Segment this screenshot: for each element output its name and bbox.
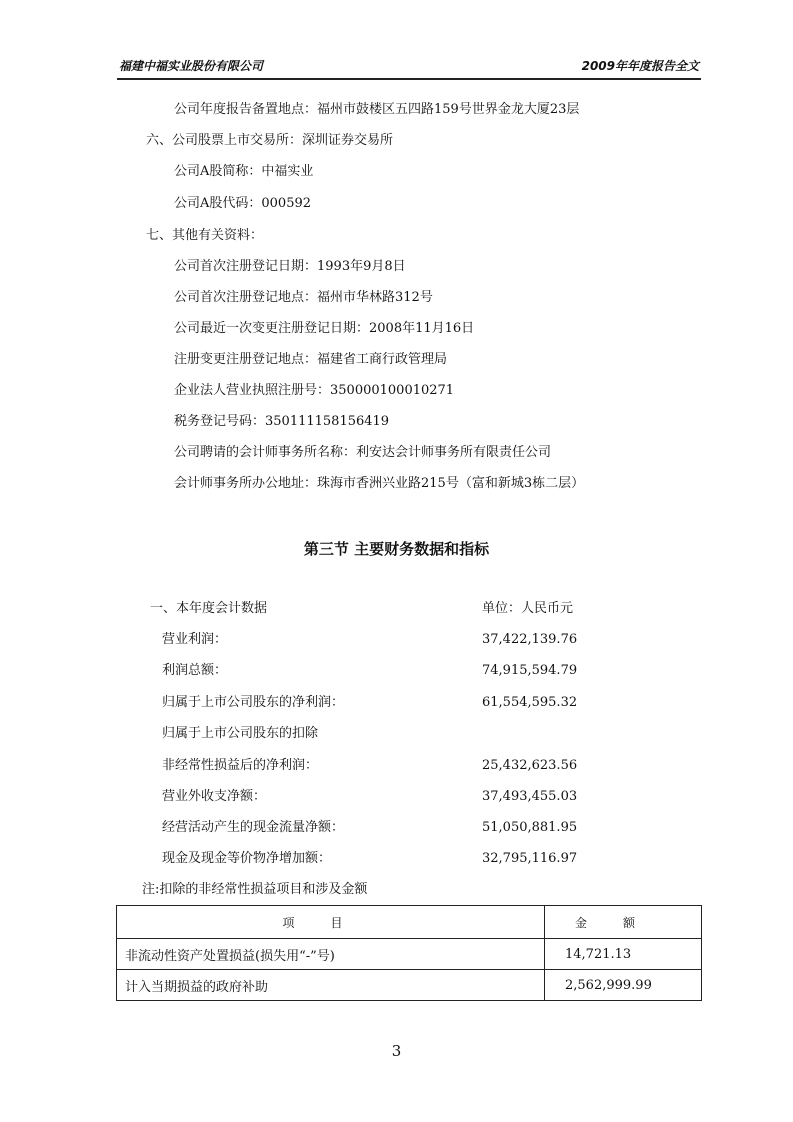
info-line: 税务登记号码：350111158156419 (174, 414, 390, 429)
financial-row-value: 74,915,594.79 (482, 663, 578, 678)
page-number: 3 (391, 1042, 402, 1060)
financial-row-label: 非经常性损益后的净利润： (162, 758, 319, 773)
table-header-amount: 金额 (545, 906, 702, 939)
financial-row-label: 归属于上市公司股东的扣除 (162, 726, 319, 741)
non-recurring-items-table (116, 905, 702, 1001)
header-company: 福建中福实业股份有限公司 (119, 59, 264, 73)
info-line: 公司A股代码：000592 (174, 196, 312, 211)
page-header (117, 54, 701, 80)
table-note: 注:扣除的非经常性损益项目和涉及金额 (142, 882, 368, 897)
table-row (117, 939, 702, 970)
info-line: 公司聘请的会计师事务所名称：利安达会计师事务所有限责任公司 (174, 445, 552, 460)
financial-row-value: 37,422,139.76 (482, 632, 578, 647)
info-line: 公司最近一次变更注册登记日期：2008年11月16日 (174, 321, 475, 336)
financial-row-value: 25,432,623.56 (482, 758, 578, 773)
financial-row-label: 营业外收支净额： (162, 789, 267, 804)
header-report-title: 2009年年度报告全文 (581, 59, 699, 73)
table-cell-item: 计入当期损益的政府补助 (117, 970, 545, 1001)
table-cell-amount: 2,562,999.99 (545, 970, 702, 1001)
info-line: 公司首次注册登记日期：1993年9月8日 (174, 259, 406, 274)
financial-row-label: 经营活动产生的现金流量净额： (162, 820, 345, 835)
info-line: 公司首次注册登记地点：福州市华林路312号 (174, 290, 433, 305)
section-title: 第三节 主要财务数据和指标 (303, 540, 490, 558)
financial-row-label: 利润总额： (162, 663, 228, 678)
info-line: 七、其他有关资料： (146, 228, 264, 243)
info-line: 企业法人营业执照注册号：350000100010271 (174, 383, 455, 398)
financial-row-label: 归属于上市公司股东的净利润： (162, 695, 345, 710)
financial-row-label: 现金及现金等价物净增加额： (162, 851, 332, 866)
financial-unit: 单位：人民币元 (482, 601, 574, 616)
financial-row-value: 37,493,455.03 (482, 789, 578, 804)
info-line: 六、公司股票上市交易所：深圳证券交易所 (146, 133, 394, 148)
financial-heading: 一、本年度会计数据 (150, 601, 268, 616)
financial-row-value: 61,554,595.32 (482, 695, 578, 710)
table-row (117, 970, 702, 1001)
info-line: 公司A股简称：中福实业 (174, 164, 314, 179)
table-header-item: 项目 (117, 906, 545, 939)
financial-row-value: 32,795,116.97 (482, 851, 578, 866)
info-line: 注册变更注册登记地点：福建省工商行政管理局 (174, 352, 448, 367)
table-header-row (117, 906, 702, 939)
financial-row-label: 营业利润： (162, 632, 228, 647)
table-cell-amount: 14,721.13 (545, 939, 702, 970)
info-line: 会计师事务所办公地址：珠海市香洲兴业路215号（富和新城3栋二层） (174, 476, 585, 491)
info-line: 公司年度报告备置地点：福州市鼓楼区五四路159号世界金龙大厦23层 (174, 102, 580, 117)
table-cell-item: 非流动性资产处置损益(损失用“-”号) (117, 939, 545, 970)
financial-row-value: 51,050,881.95 (482, 820, 578, 835)
